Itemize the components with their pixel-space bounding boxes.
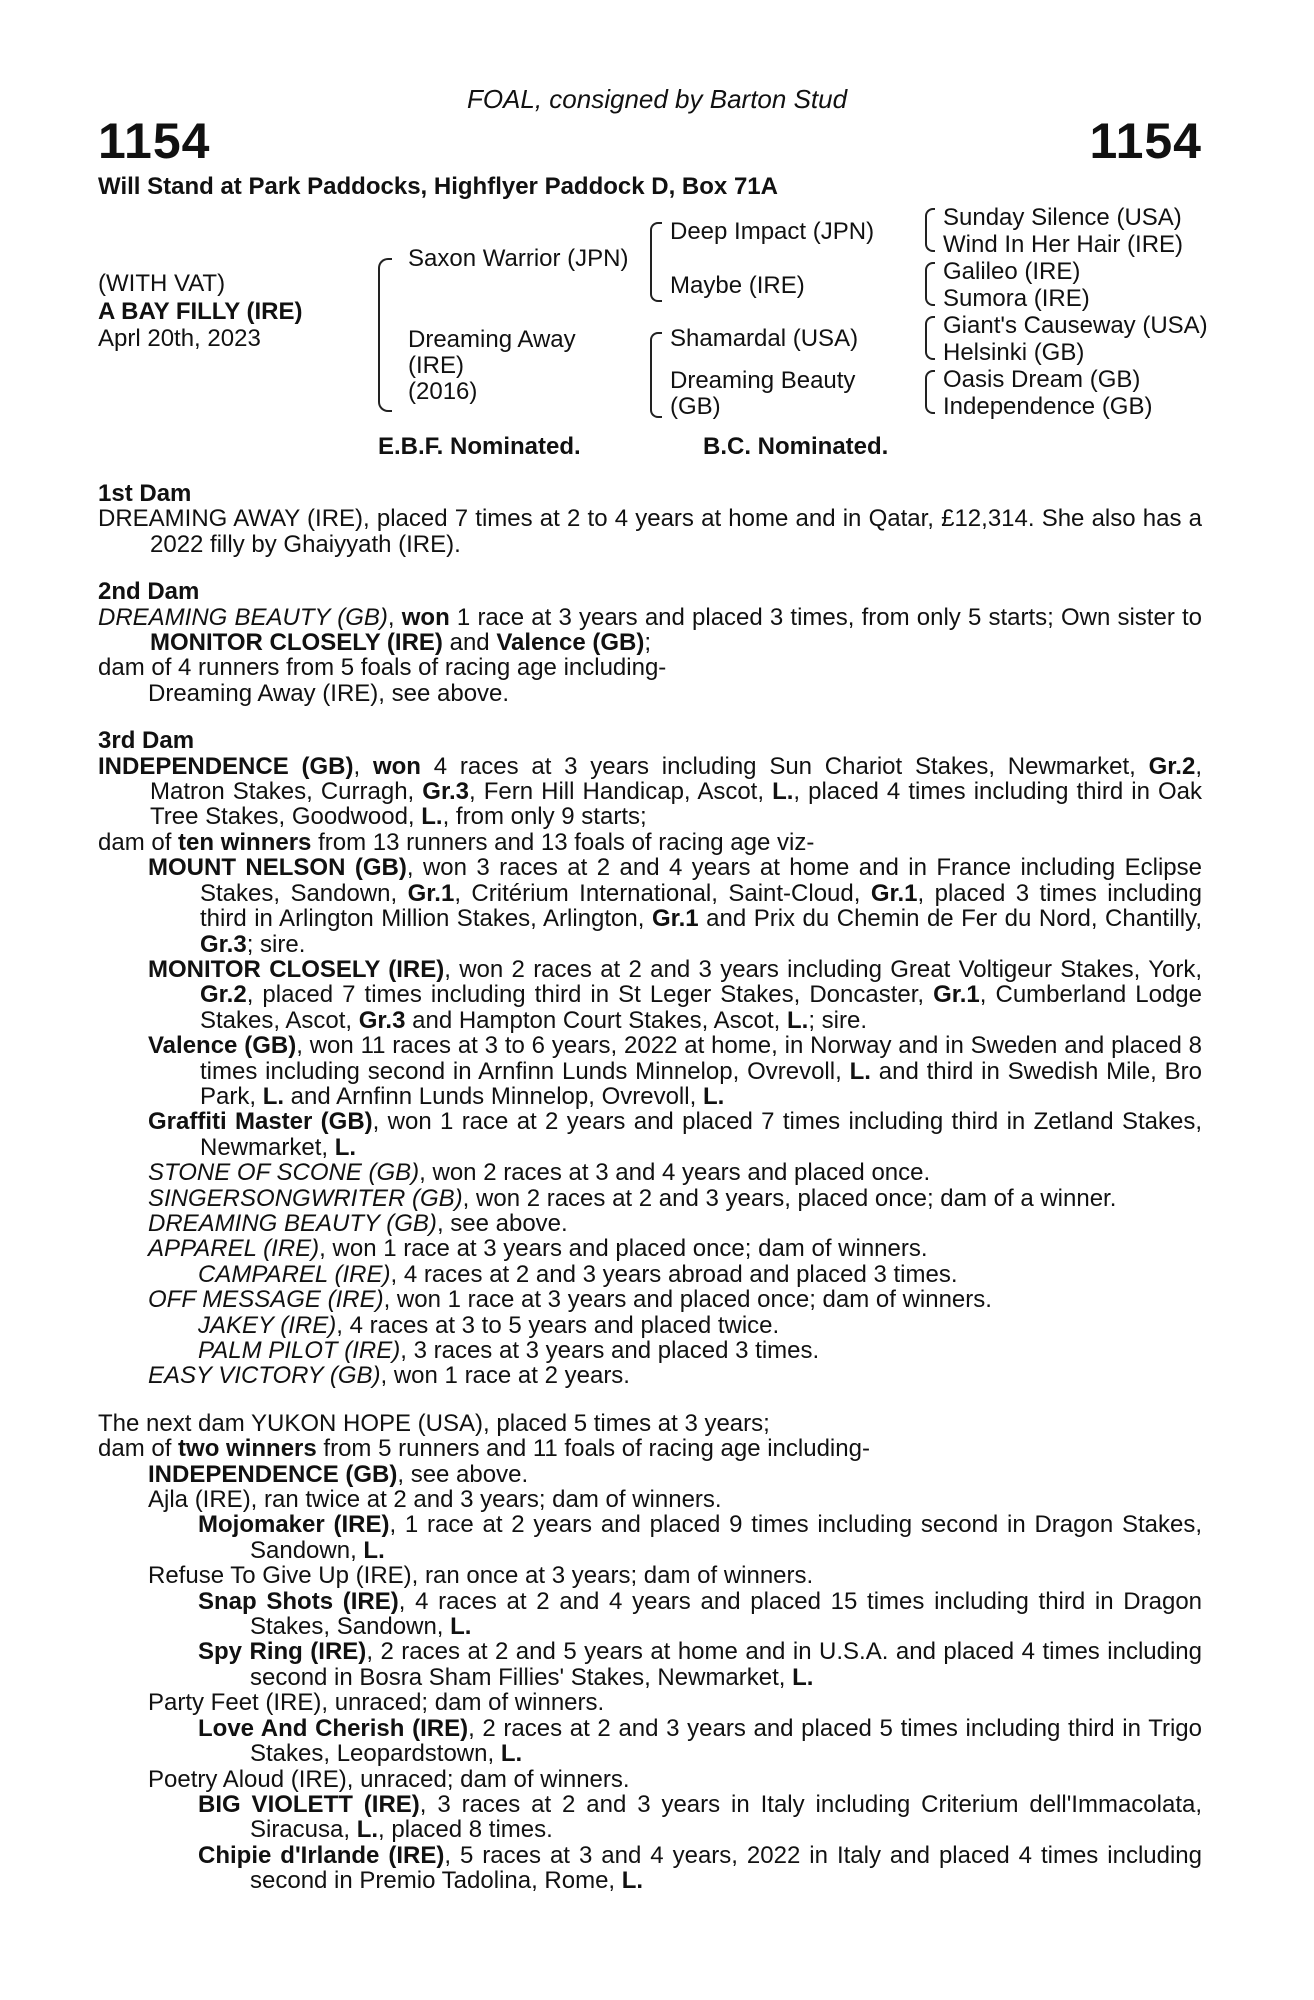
pedigree-entry [98,1462,1202,1487]
bold-text: Gr.1 [933,981,980,1009]
text-run: , see above. [436,1209,568,1237]
pedigree-entry [98,655,1202,680]
bold-text: Graffiti Master (GB) [148,1108,373,1136]
pedigree-entry [98,1792,1202,1843]
text-run: , 5 races at 3 and 4 years, 2022 in Italy and placed 4 times including second in Premio Tadolina, Rome, [250,1841,1202,1895]
text-run: Poetry Aloud (IRE), unraced; dam of winners. [148,1765,630,1793]
dam-heading [98,481,1202,506]
text-run: and Arnfinn Lunds Minnelop, Ovrevoll, [284,1082,703,1110]
pedigree-entry [98,506,1202,557]
bold-text: Spy Ring (IRE) [198,1638,367,1666]
text-run: ; [644,629,652,657]
text-run: , 4 races at 2 and 3 years abroad and placed 3 times. [390,1260,958,1288]
text-run: , won 1 race at 2 years and placed 7 times including third in Zetland Stakes, Newmarket, [200,1108,1202,1161]
text-run: , Fern Hill Handicap, Ascot, [469,778,773,806]
pedigree-dam-dam-line-2: (GB) [670,393,721,420]
section-gap [98,1389,1202,1411]
bold-text: L. [356,1816,379,1844]
bold-text: L. [363,1536,385,1564]
bold-text: MONITOR CLOSELY (IRE) [148,955,445,983]
pedigree-sds: Galileo (IRE) [943,258,1081,285]
text-run: and Prix du Chemin de Fer du Nord, Chantilly, [698,905,1202,933]
pedigree-dam-line-3: (2016) [408,378,478,405]
bold-text: INDEPENDENCE (GB) [98,752,354,780]
text-run: , placed 8 times. [378,1816,553,1844]
pedigree-entry [98,1639,1202,1690]
lot-number-right: 1154 [1089,113,1202,169]
text-run: , 2 races at 2 and 5 years at home and in U.S.A. and placed 4 times including second in Bosra Sham Fillies' Stakes, Newmarket, [250,1638,1203,1691]
italic-text: OFF MESSAGE (IRE) [148,1286,384,1314]
text-run: and Hampton Court Stakes, Ascot, [405,1006,787,1034]
text-run: dam of [98,1435,179,1463]
bold-text: L. [772,778,794,806]
pedigree-dam-sire: Shamardal (USA) [670,325,859,352]
text-run: , [353,752,373,780]
text-run: Party Feet (IRE), unraced; dam of winners. [148,1689,605,1717]
text-run: , 4 races at 2 and 4 years and placed 15 times including third in Dragon Stakes, Sandown, [250,1587,1203,1641]
text-run: , won 1 race at 3 years and placed once; dam of winners. [383,1286,992,1314]
bold-text: won [372,752,421,780]
italic-text: APPAREL (IRE) [148,1235,320,1263]
text-run: , Matron Stakes, Curragh, [150,752,1202,806]
pedigree-entry [98,1033,1202,1109]
text-run: from 5 runners and 11 foals of racing age including- [316,1435,870,1463]
text-run: , won 2 races at 2 and 3 years, placed once; dam of a winner. [462,1184,1117,1212]
text-run: , won 1 race at 2 years. [380,1362,630,1390]
text-run: 2nd Dam [98,578,200,606]
pedigree-entry [98,605,1202,656]
pedigree-brace-sire [650,222,662,302]
bold-text: Gr.1 [870,879,918,907]
pedigree-entry [98,1236,1202,1261]
bold-text: Gr.2 [1148,752,1196,780]
bc-nomination: B.C. Nominated. [703,433,889,460]
italic-text: STONE OF SCONE (GB) [148,1159,420,1187]
pedigree-sire: Saxon Warrior (JPN) [408,245,629,272]
bold-text: MOUNT NELSON (GB) [148,854,407,882]
italic-text: JAKEY (IRE) [198,1311,337,1339]
pedigree-entry [98,1211,1202,1236]
bold-text: L. [334,1133,357,1161]
pedigree-ddd: Independence (GB) [943,393,1153,420]
italic-text: DREAMING BEAUTY (GB) [148,1209,437,1237]
bold-text: ten winners [178,828,312,856]
pedigree-entry [98,1843,1202,1894]
vat-note: (WITH VAT) [98,270,226,297]
pedigree-entry [98,1436,1202,1461]
pedigree-brace-g3 [925,316,935,360]
bold-text: Mojomaker (IRE) [198,1511,390,1539]
pedigree-dss: Giant's Causeway (USA) [943,312,1208,339]
italic-text: SINGERSONGWRITER (GB) [148,1184,463,1212]
bold-text: Gr.1 [651,905,699,933]
text-run: and [442,629,497,657]
bold-text: L. [450,1613,472,1641]
bold-text: won [401,603,450,631]
text-run: , placed 3 times including third in Arlington Million Stakes, Arlington, [200,879,1203,933]
text-run: , won 2 races at 2 and 3 years including Great Voltigeur Stakes, York, [444,955,1203,983]
bold-text: INDEPENDENCE (GB) [148,1460,398,1488]
bold-text: two winners [178,1435,317,1463]
dam-line-text [98,481,1202,1894]
text-run: , Cumberland Lodge Stakes, Ascot, [200,981,1202,1034]
bold-text: Love And Cherish (IRE) [198,1714,469,1742]
pedigree-brace-dam [650,332,662,418]
text-run: , won 1 race at 3 years and placed once; dam of winners. [319,1235,928,1263]
pedigree-entry [98,1262,1202,1287]
pedigree-entry [98,1338,1202,1363]
pedigree-dam-line-2: (IRE) [408,352,464,379]
text-run: ; sire. [246,930,306,958]
text-run: , 3 races at 3 years and placed 3 times. [400,1337,820,1364]
text-run: 1st Dam [98,480,192,507]
pedigree-sss: Sunday Silence (USA) [943,204,1182,231]
bold-text: Gr.3 [422,778,469,806]
text-run: , placed 4 times including third in Oak Tree Stakes, Goodwood, [150,778,1203,831]
bold-text: L. [500,1740,523,1768]
pedigree-entry [98,1487,1202,1512]
stand-location: Will Stand at Park Paddocks, Highflyer Paddock D, Box 71A [98,173,778,200]
bold-text: Valence (GB) [148,1032,297,1060]
pedigree-entry [98,1363,1202,1388]
bold-text: BIG VIOLETT (IRE) [198,1790,420,1818]
text-run: , 3 races at 2 and 3 years in Italy including Criterium dell'Immacolata, Siracusa, [250,1790,1203,1844]
pedigree-entry [98,1767,1202,1792]
bold-text: Gr.2 [200,981,247,1009]
bold-text: Chipie d'Irlande (IRE) [198,1841,445,1869]
lot-number-left: 1154 [98,113,211,169]
pedigree-sire-dam: Maybe (IRE) [670,272,805,299]
italic-text: EASY VICTORY (GB) [148,1362,381,1390]
pedigree-brace-main [378,258,392,412]
italic-text: CAMPAREL (IRE) [198,1260,391,1288]
pedigree-dds: Oasis Dream (GB) [943,366,1141,393]
text-run: dam of [98,828,179,856]
text-run: , 2 races at 2 and 3 years and placed 5 times including third in Trigo Stakes, Leopardstown, [250,1714,1202,1768]
text-run: dam of 4 runners from 5 foals of racing age including- [98,654,667,682]
pedigree-entry [98,830,1202,855]
pedigree-entry [98,957,1202,1033]
pedigree-sire-sire: Deep Impact (JPN) [670,218,875,245]
pedigree-entry [98,1287,1202,1312]
text-run: 3rd Dam [98,727,195,755]
text-run: , [387,603,402,631]
text-run: from 13 runners and 13 foals of racing age viz- [311,828,815,856]
bold-text: L. [421,803,443,831]
bold-text: L. [786,1006,809,1034]
text-run: , 4 races at 3 to 5 years and placed twice. [336,1311,780,1339]
text-run: ; sire. [808,1006,867,1034]
text-run: , from only 9 starts; [442,803,647,831]
bold-text: Snap Shots (IRE) [198,1587,399,1615]
pedigree-entry [98,681,1202,706]
text-run: Ajla (IRE), ran twice at 2 and 3 years; dam of winners. [148,1486,722,1514]
bold-text: L. [262,1082,285,1110]
italic-text: PALM PILOT (IRE) [198,1337,401,1364]
pedigree-brace-g4 [925,370,935,414]
bold-text: Gr.3 [200,930,247,958]
pedigree-brace-g2 [925,262,935,306]
text-run: The next dam YUKON HOPE (USA), placed 5 times at 3 years; [98,1409,770,1437]
bold-text: L. [792,1663,814,1691]
pedigree-sdd: Sumora (IRE) [943,285,1090,312]
pedigree-entry [98,855,1202,957]
text-run: , 1 race at 2 years and placed 9 times including second in Dragon Stakes, Sandown, [250,1511,1202,1564]
text-run: 1 race at 3 years and placed 3 times, from only 5 starts; Own sister to [449,603,1202,631]
text-run: and third in Swedish Mile, Bro Park, [200,1057,1202,1110]
bold-text: Gr.1 [407,879,455,907]
pedigree-entry [98,1716,1202,1767]
text-run: , placed 7 times including third in St Leger Stakes, Doncaster, [246,981,934,1009]
text-run: Refuse To Give Up (IRE), ran once at 3 years; dam of winners. [148,1562,814,1590]
pedigree-entry [98,1411,1202,1436]
dam-heading [98,579,1202,604]
pedigree-entry [98,1589,1202,1640]
text-run: DREAMING AWAY (IRE), placed 7 times at 2 to 4 years at home and in Qatar, £12,314. She also has a 2022 filly by Ghaiyyath (IRE). [98,505,1202,558]
consignor-line: FOAL, consigned by Barton Stud [466,84,848,114]
text-run: , won 3 races at 2 and 4 years at home and in France including Eclipse Stakes, Sandown, [200,854,1203,907]
pedigree-entry [98,754,1202,830]
text-run: , Critérium International, Saint-Cloud, [454,879,871,907]
pedigree-dam-line-1: Dreaming Away [408,326,576,353]
dam-heading [98,728,1202,753]
pedigree-brace-g1 [925,208,935,252]
pedigree-entry [98,1563,1202,1588]
pedigree-dam-dam-line-1: Dreaming Beauty [670,367,856,394]
pedigree-ssd: Wind In Her Hair (IRE) [943,231,1184,258]
text-run: , won 2 races at 3 and 4 years and placed once. [419,1159,931,1187]
bold-text: L. [621,1867,644,1895]
pedigree-entry [98,1313,1202,1338]
bold-text: Gr.3 [358,1006,406,1034]
text-run: , see above. [397,1460,529,1488]
pedigree-dsd: Helsinki (GB) [943,339,1085,366]
horse-name: A BAY FILLY (IRE) [98,298,303,325]
bold-text: L. [702,1082,725,1110]
pedigree-entry [98,1512,1202,1563]
italic-text: DREAMING BEAUTY (GB) [98,603,388,631]
pedigree-entry [98,1109,1202,1160]
pedigree-entry [98,1690,1202,1715]
bold-text: Valence (GB) [496,629,645,657]
bold-text: MONITOR CLOSELY (IRE) [150,629,443,657]
foaling-date: Aprl 20th, 2023 [98,325,261,352]
text-run: 4 races at 3 years including Sun Chariot Stakes, Newmarket, [420,752,1149,780]
text-run: Dreaming Away (IRE), see above. [148,679,510,707]
pedigree-entry [98,1186,1202,1211]
ebf-nomination: E.B.F. Nominated. [378,433,581,460]
pedigree-entry [98,1160,1202,1185]
text-run: , won 11 races at 3 to 6 years, 2022 at home, in Norway and in Sweden and placed 8 times including second in Arnfinn Lunds Minnelop, Ovrevoll, [200,1032,1202,1085]
bold-text: L. [849,1057,871,1085]
